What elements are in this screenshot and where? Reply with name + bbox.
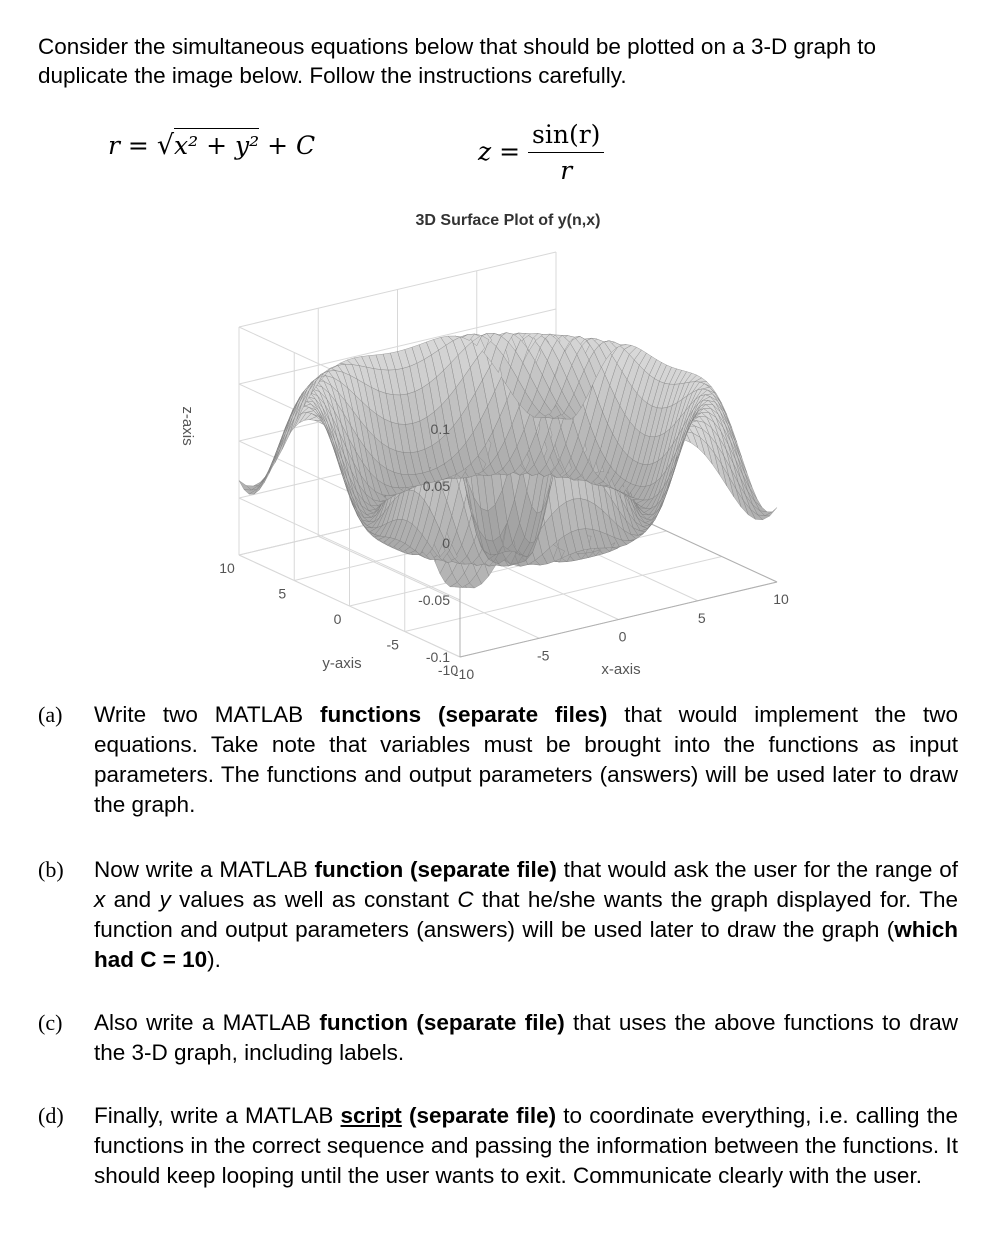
question-b: [38, 855, 958, 975]
y-tick-label: -5: [386, 636, 399, 653]
question-d: [38, 1101, 958, 1191]
equation-r-tail: + C: [267, 131, 316, 160]
z-tick-label: 0: [442, 535, 450, 551]
z-tick-label: -0.05: [418, 592, 450, 608]
x-tick-label: -5: [537, 647, 550, 664]
question-b-text: Now write a MATLAB function (separate file) that would ask the user for the range of x and y values as well as constant C that he/she wants the graph displayed for. The function and output parameters (answers) will be used later to draw the graph (which had C = 10).: [94, 857, 958, 972]
question-c-label: (c): [38, 1010, 63, 1035]
question-a-label: (a): [38, 702, 63, 727]
intro-text: [38, 32, 958, 90]
question-d-label: (d): [38, 1103, 64, 1128]
question-a: [38, 700, 958, 820]
equation-r: [108, 130, 315, 161]
z-tick-label: 0.05: [422, 478, 450, 494]
question-c-text: Also write a MATLAB function (separate file) that uses the above functions to draw the 3-D graph, including labels.: [94, 1010, 958, 1065]
question-b-label: (b): [38, 857, 64, 882]
z-tick-label: -0.1: [425, 649, 450, 665]
question-d-text: Finally, write a MATLAB script (separate file) to coordinate everything, i.e. calling the functions in the correct sequence and passing the information between the functions. It should keep looping until the user wants to exit. Communicate clearly with the user.: [94, 1103, 958, 1188]
x-tick-label: 0: [618, 628, 627, 645]
intro-line-1: Consider the simultaneous equations below that should be plotted on a 3-D graph to: [38, 34, 877, 59]
y-tick-label: 5: [278, 585, 287, 602]
surface-patch: [239, 481, 251, 491]
intro-line-2: duplicate the image below. Follow the instructions carefully.: [38, 63, 627, 88]
z-tick-label: 0.1: [430, 421, 450, 437]
equation-r-lhs: r =: [108, 131, 149, 160]
x-axis-label: x-axis: [601, 661, 641, 678]
surface-patch: [264, 454, 276, 480]
surface-plot: [150, 200, 810, 690]
y-axis-label: y-axis: [322, 655, 362, 672]
surface-patch: [280, 417, 292, 449]
equation-z-lhs: z =: [478, 137, 521, 166]
equation-r-radicand: x² + y²: [174, 128, 259, 160]
x-tick-label: 5: [697, 609, 706, 626]
equation-z-denominator: r: [560, 156, 573, 185]
question-a-text: Write two MATLAB functions (separate files) that would implement the two equations. Take note that variables must be brought into the functions as input parameters. The functions and output parameters (answers) will be used later to draw the graph.: [94, 702, 958, 817]
question-c: [38, 1008, 958, 1068]
x-tick-label: -10: [453, 666, 475, 682]
y-tick-label: 10: [219, 560, 235, 576]
equation-z-numerator: sin(r): [528, 118, 604, 153]
x-tick-label: 10: [773, 591, 789, 607]
surface-mesh: [239, 333, 777, 588]
equation-z: [478, 118, 604, 189]
surface-patch: [275, 434, 287, 463]
axes-box-line: [460, 582, 777, 657]
y-tick-label: -10: [437, 662, 459, 678]
y-tick-label: 0: [333, 611, 342, 627]
chart-title: 3D Surface Plot of y(n,x): [415, 212, 601, 229]
equation-z-fraction: [528, 118, 604, 189]
z-axis-label: z-axis: [179, 406, 196, 446]
sqrt-symbol: √: [156, 130, 175, 161]
